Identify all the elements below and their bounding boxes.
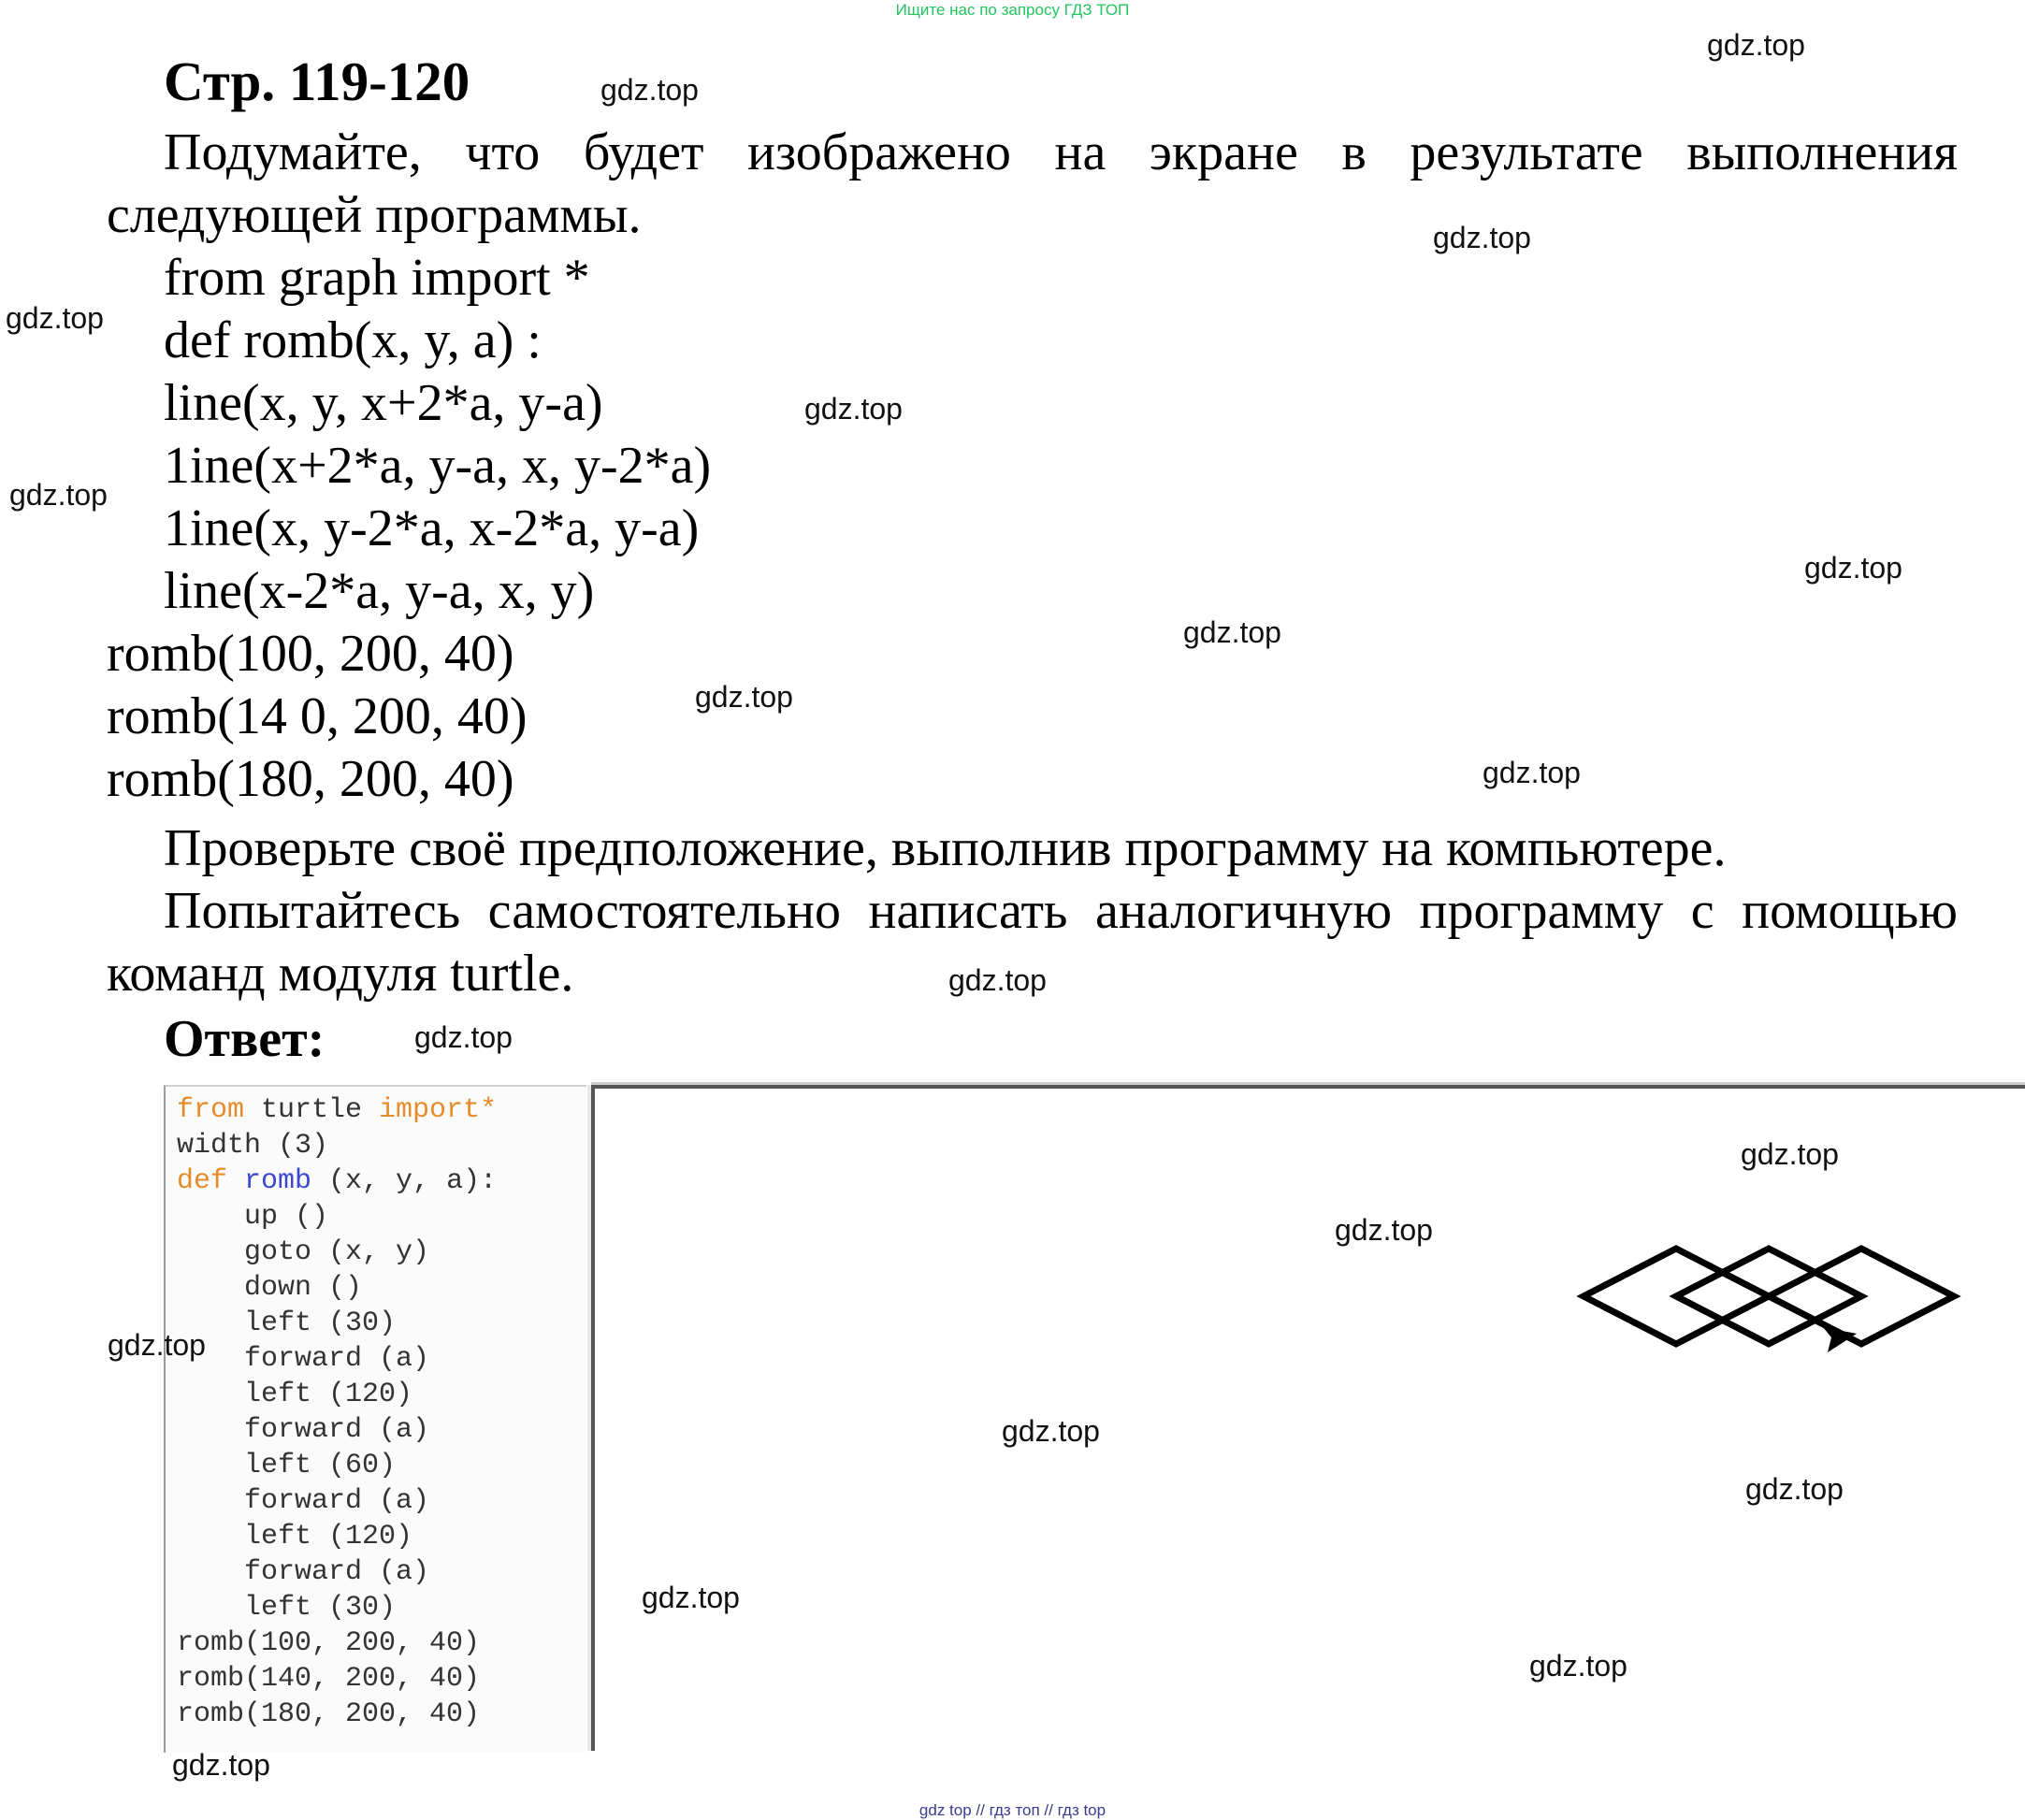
check-text: Проверьте своё предположение, выполнив программу на компьютере.	[164, 819, 1727, 877]
code-line: romb(180, 200, 40)	[107, 750, 514, 808]
watermark: gdz.top	[948, 963, 1047, 997]
code-line: def romb(x, y, a) :	[164, 311, 542, 369]
try-line-1: Попытайтесь самостоятельно написать аналогичную программу с помощью	[164, 882, 1958, 940]
editor-line: down ()	[177, 1272, 363, 1304]
watermark: gdz.top	[1804, 551, 1902, 585]
task-line-1: Подумайте, что будет изображено на экране в результате выполнения	[164, 123, 1958, 181]
editor-line: left (120)	[177, 1379, 413, 1410]
fn-name: romb	[244, 1165, 312, 1197]
watermark: gdz.top	[1002, 1414, 1100, 1448]
editor-line: romb(140, 200, 40)	[177, 1663, 481, 1695]
watermark: gdz.top	[1707, 28, 1805, 62]
page-header: Стр. 119-120	[164, 51, 470, 112]
kw-def: def	[177, 1165, 228, 1197]
watermark: gdz.top	[1335, 1213, 1433, 1247]
code-line: from graph import *	[164, 249, 590, 307]
editor-line: width (3)	[177, 1130, 329, 1162]
editor-line: left (30)	[177, 1592, 397, 1624]
watermark: gdz.top	[1483, 756, 1581, 789]
editor-line: forward (a)	[177, 1556, 430, 1588]
kw-from: from	[177, 1094, 245, 1126]
watermark: gdz.top	[1433, 221, 1531, 254]
code-line: romb(14 0, 200, 40)	[107, 687, 528, 745]
code-line: line(x, y, x+2*a, y-a)	[164, 374, 603, 432]
task-line-2: следующей программы.	[107, 186, 642, 244]
editor-code	[177, 1092, 497, 1732]
watermark: gdz.top	[6, 301, 104, 335]
answer-label: Ответ:	[164, 1010, 325, 1068]
editor-line: forward (a)	[177, 1414, 430, 1446]
kw-import: import*	[379, 1094, 498, 1126]
watermark: gdz.top	[1529, 1649, 1627, 1683]
footer: gdz top // гдз топ // гдз top	[918, 1801, 1107, 1819]
watermark: gdz.top	[642, 1581, 740, 1614]
editor-line: romb(180, 200, 40)	[177, 1698, 481, 1730]
watermark: gdz.top	[414, 1020, 513, 1054]
editor-line: romb(100, 200, 40)	[177, 1627, 481, 1659]
watermark: gdz.top	[1745, 1472, 1844, 1506]
watermark: gdz.top	[9, 478, 108, 512]
watermark: gdz.top	[1183, 615, 1281, 649]
def-params: (x, y, a):	[311, 1165, 498, 1197]
code-line: romb(100, 200, 40)	[107, 625, 514, 683]
editor-line: forward (a)	[177, 1343, 430, 1375]
editor-line: left (60)	[177, 1450, 397, 1481]
code-line: 1ine(x, y-2*a, x-2*a, y-a)	[164, 499, 700, 557]
watermark: gdz.top	[108, 1328, 206, 1362]
editor-line: left (120)	[177, 1521, 413, 1553]
editor-line: up ()	[177, 1201, 329, 1233]
code-line: 1ine(x+2*a, y-a, x, y-2*a)	[164, 437, 712, 495]
watermark: gdz.top	[1741, 1137, 1839, 1171]
top-banner: Ищите нас по запросу ГДЗ ТОП	[895, 1, 1130, 19]
turtle-drawing	[595, 1089, 2025, 1751]
watermark: gdz.top	[695, 680, 793, 714]
watermark: gdz.top	[804, 392, 903, 426]
editor-line: forward (a)	[177, 1485, 430, 1517]
code-editor	[164, 1085, 586, 1753]
watermark: gdz.top	[600, 73, 699, 107]
turtle-canvas	[591, 1085, 2025, 1751]
editor-line: left (30)	[177, 1307, 397, 1339]
try-line-2: команд модуля turtle.	[107, 945, 574, 1003]
module-name: turtle	[244, 1094, 380, 1126]
watermark: gdz.top	[172, 1748, 270, 1782]
editor-line: goto (x, y)	[177, 1236, 430, 1268]
code-line: line(x-2*a, y-a, x, y)	[164, 562, 595, 620]
